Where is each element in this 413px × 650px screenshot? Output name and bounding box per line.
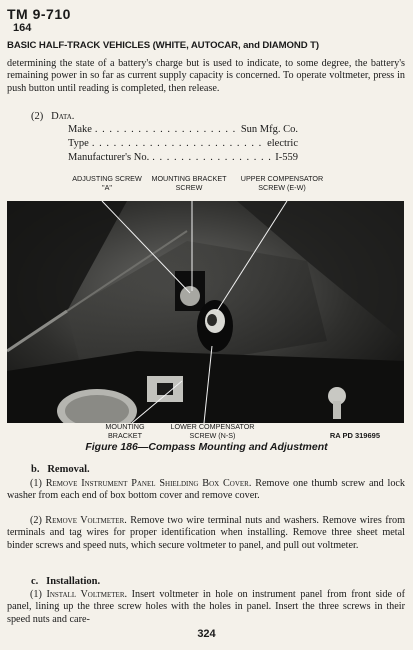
label-upper-compensator-screw: UPPER COMPENSATOR SCREW (E-W) (240, 174, 324, 192)
label-mounting-bracket: MOUNTING BRACKET (105, 422, 145, 440)
step-title: Remove Instrument Panel Shielding Box Cover. (45, 478, 252, 489)
figure-caption: Figure 186—Compass Mounting and Adjustment (85, 441, 328, 453)
step-text: Insert voltmeter in hole on instrument panel from front side of panel, lining up the three screw holes with the holes in panel. Insert the three screws in their speed nuts and care- (7, 589, 406, 625)
data-heading (31, 111, 74, 122)
data-value: Sun Mfg. Co. (240, 124, 298, 135)
compass-photo (7, 201, 404, 423)
page-number-top: 164 (13, 22, 32, 34)
data-value: electric (267, 138, 298, 149)
removal-letter: b. (31, 464, 40, 475)
label-mounting-bracket-screw: MOUNTING BRACKET SCREW (151, 174, 227, 192)
data-title: Data. (51, 111, 75, 122)
data-value: I-559 (275, 152, 298, 163)
step-text: Remove two wire terminal nuts and washers. Remove wires from terminals and tag wires for proper identification when installing. Remove three sheet metal binder screws and speed nuts, which secure voltmeter to panel, and pull out voltmeter. (7, 515, 405, 551)
step-number: (2) (30, 515, 42, 526)
page-number: 324 (197, 628, 216, 640)
data-label: Make (68, 124, 92, 135)
leader-dots (92, 138, 264, 149)
data-label: Type (68, 138, 89, 149)
step-title: Remove Voltmeter. (45, 515, 127, 526)
data-label: Manufacturer's No. (68, 152, 150, 163)
intro-paragraph: determining the state of a battery's charge but is used to indicate, to some degree, the battery's remaining power in so far as current supply capacity is concerned. To operate voltmeter, press in push button until reading is completed, then release. (7, 58, 405, 94)
data-row (68, 152, 298, 163)
data-number: (2) (31, 111, 44, 122)
removal-heading (31, 464, 90, 475)
installation-heading (31, 576, 100, 587)
installation-letter: c. (31, 576, 39, 587)
removal-step (7, 478, 405, 503)
figure-reference: RA PD 319695 (329, 431, 380, 440)
step-text: Remove one thumb screw and lock washer from each end of box bottom cover and remove cover. (7, 478, 406, 502)
leader-dots (152, 152, 272, 163)
installation-step (7, 589, 405, 626)
page-header-title: BASIC HALF-TRACK VEHICLES (WHITE, AUTOCAR, and DIAMOND T) (7, 40, 319, 51)
removal-title: Removal. (47, 464, 90, 475)
label-adjusting-screw: ADJUSTING SCREW "A" (72, 174, 142, 192)
step-number: (1) (30, 589, 42, 600)
data-row (68, 124, 298, 135)
removal-step (7, 515, 405, 552)
label-lower-compensator-screw: LOWER COMPENSATOR SCREW (N-S) (170, 422, 255, 440)
step-number: (1) (30, 478, 42, 489)
installation-title: Installation. (46, 576, 101, 587)
manual-id: TM 9-710 (7, 6, 71, 22)
step-title: Install Voltmeter. (46, 589, 128, 600)
data-row (68, 138, 298, 149)
leader-dots (95, 124, 238, 135)
